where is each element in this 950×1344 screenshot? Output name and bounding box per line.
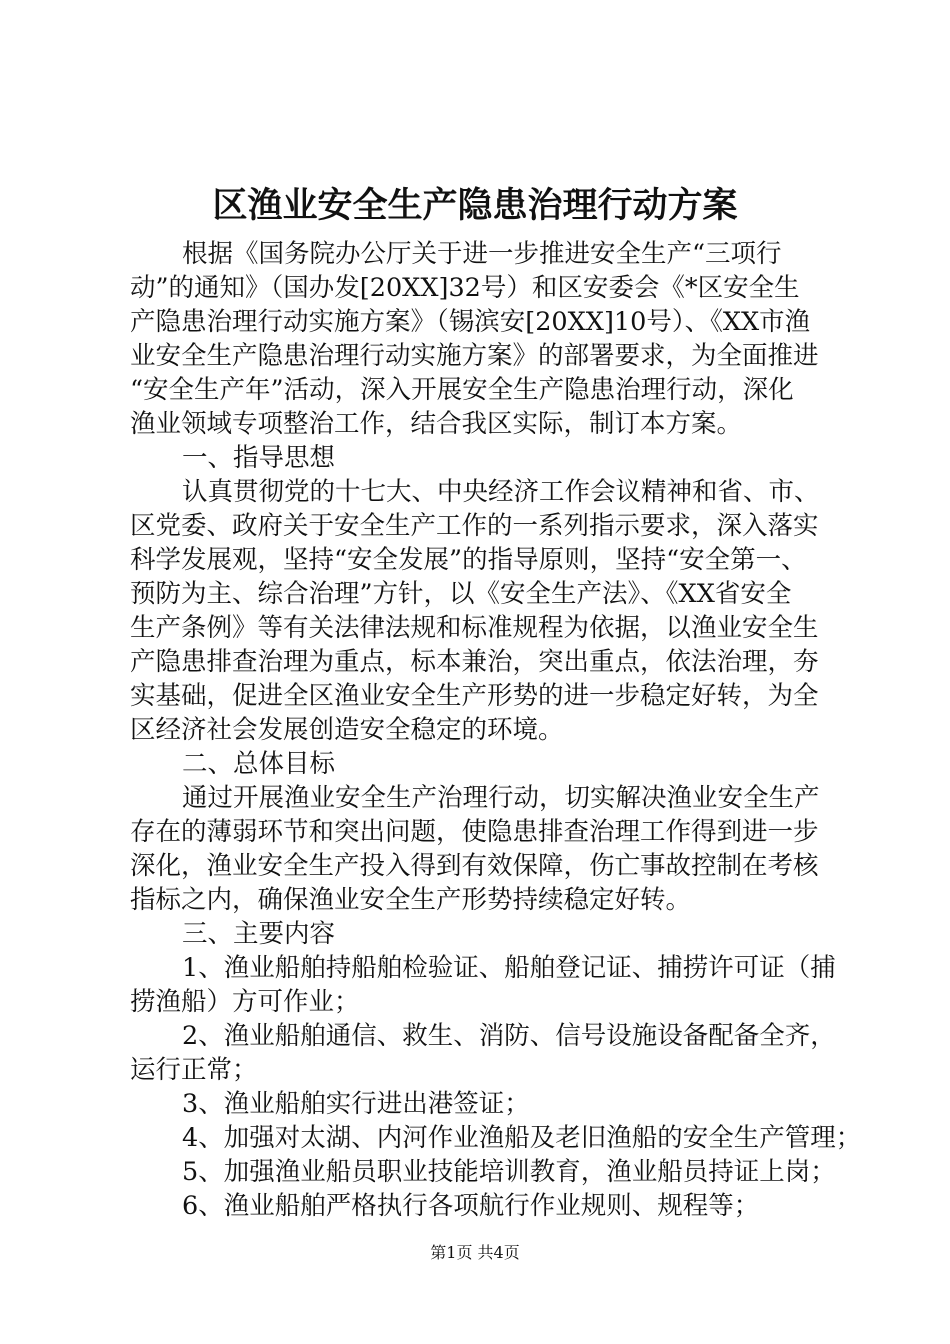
section-heading: 三、主要内容 [182,919,336,949]
paragraph-line: 科学发展观，坚持“安全发展”的指导原则，坚持“安全第一、 [130,545,807,575]
paragraph-line: 认真贯彻党的十七大、中央经济工作会议精神和省、市、 [182,477,820,507]
section-heading: 二、总体目标 [182,749,336,779]
list-item-line: 1、渔业船舶持船舶检验证、船舶登记证、捕捞许可证（捕 [182,953,836,983]
paragraph-line: 指标之内，确保渔业安全生产形势持续稳定好转。 [130,885,692,915]
paragraph-line: 生产条例》等有关法律法规和标准规程为依据，以渔业安全生 [130,613,819,643]
paragraph-line: 业安全生产隐患治理行动实施方案》的部署要求，为全面推进 [130,341,819,371]
paragraph-line: 动”的通知》（国办发[20XX]32号）和区安委会《*区安全生 [130,273,800,303]
list-item-line: 5、加强渔业船员职业技能培训教育，渔业船员持证上岗； [182,1157,836,1187]
paragraph-line: 通过开展渔业安全生产治理行动，切实解决渔业安全生产 [182,783,820,813]
section-heading: 一、指导思想 [182,443,336,473]
paragraph-line: 预防为主、综合治理”方针，以《安全生产法》、《XX省安全 [130,579,792,609]
list-item-line: 3、渔业船舶实行进出港签证； [182,1089,530,1119]
paragraph-line: 区党委、政府关于安全生产工作的一系列指示要求，深入落实 [130,511,819,541]
paragraph-line: 产隐患治理行动实施方案》（锡滨安[20XX]10号）、《XX市渔 [130,307,811,337]
paragraph-line: 区经济社会发展创造安全稳定的环境。 [130,715,564,745]
paragraph-line: 产隐患排查治理为重点，标本兼治，突出重点，依法治理，夯 [130,647,819,677]
list-item-line: 2、渔业船舶通信、救生、消防、信号设施设备配备全齐， [182,1021,836,1051]
list-item-line: 4、加强对太湖、内河作业渔船及老旧渔船的安全生产管理； [182,1123,862,1153]
list-item-line: 捞渔船）方可作业； [130,987,360,1017]
paragraph-line: 根据《国务院办公厅关于进一步推进安全生产“三项行 [182,239,782,269]
paragraph-line: 实基础，促进全区渔业安全生产形势的进一步稳定好转，为全 [130,681,819,711]
paragraph-line: “安全生产年”活动，深入开展安全生产隐患治理行动，深化 [130,375,794,405]
list-item-line: 运行正常； [130,1055,258,1085]
document-title: 区渔业安全生产隐患治理行动方案 [212,186,738,226]
paragraph-line: 深化，渔业安全生产投入得到有效保障，伤亡事故控制在考核 [130,851,819,881]
page-footer: 第1页 共4页 [430,1243,520,1262]
paragraph-line: 渔业领域专项整治工作，结合我区实际，制订本方案。 [130,409,743,439]
paragraph-line: 存在的薄弱环节和突出问题，使隐患排查治理工作得到进一步 [130,817,819,847]
list-item-line: 6、渔业船舶严格执行各项航行作业规则、规程等； [182,1191,760,1221]
